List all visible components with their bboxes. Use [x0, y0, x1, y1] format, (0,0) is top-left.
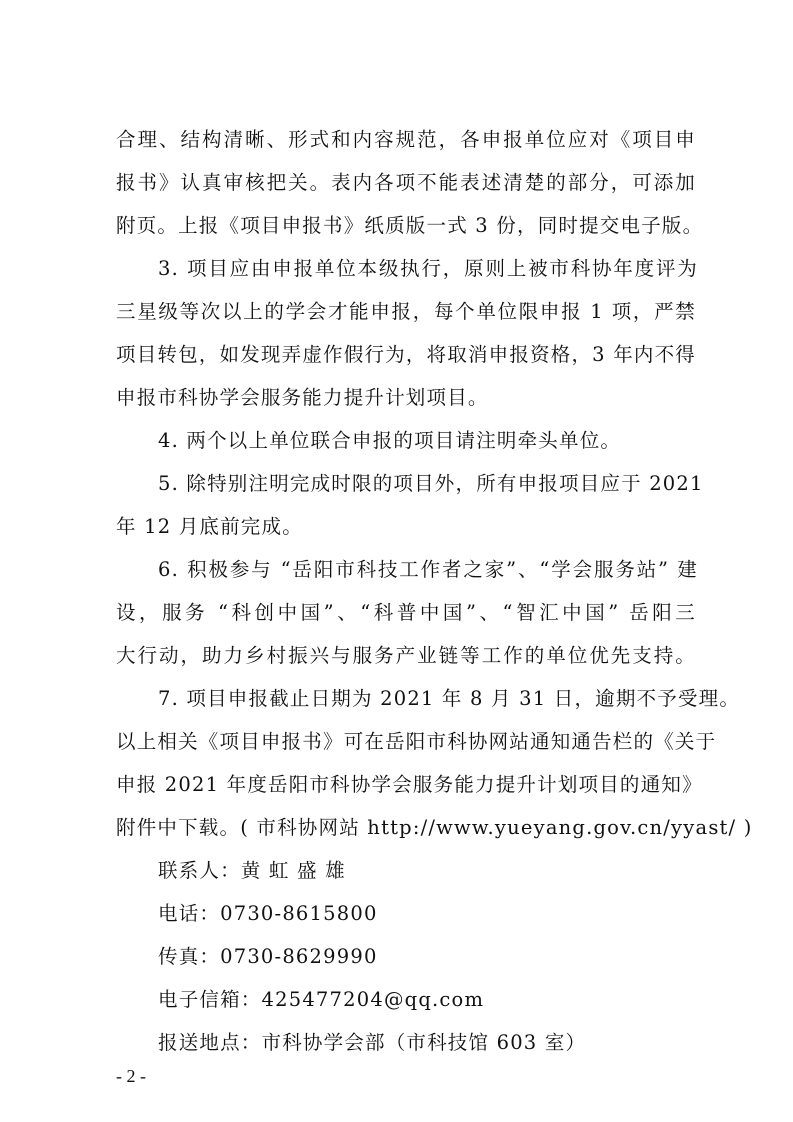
body-line: 申报市科协学会服务能力提升计划项目。: [116, 386, 489, 409]
body-line: 申报 2021 年度岳阳市科协学会服务能力提升计划项目的通知》: [116, 773, 703, 796]
body-line: 以上相关《项目申报书》可在岳阳市科协网站通知通告栏的《关于: [116, 730, 717, 753]
contact-phone: 电话：0730-8615800: [158, 902, 378, 925]
body-line: 项目转包，如发现弄虚作假行为，将取消申报资格，3 年内不得: [116, 343, 696, 366]
website-line: 附件中下载。( 市科协网站 http://www.yueyang.gov.cn/yyast/ ): [116, 816, 753, 839]
body-line: 三星级等次以上的学会才能申报，每个单位限申报 1 项，严禁: [116, 300, 696, 323]
item-7-line: 7. 项目申报截止日期为 2021 年 8 月 31 日，逾期不予受理。: [158, 687, 741, 710]
body-line: 报书》认真审核把关。表内各项不能表述清楚的部分，可添加: [116, 171, 696, 194]
item-3-line: 3. 项目应由申报单位本级执行，原则上被市科协年度评为: [158, 257, 698, 280]
body-line: 合理、结构清晰、形式和内容规范，各申报单位应对《项目申: [116, 128, 696, 151]
contact-email: 电子信箱：425477204@qq.com: [158, 988, 485, 1011]
item-6-line: 6. 积极参与 “岳阳市科技工作者之家”、“学会服务站” 建: [158, 558, 698, 581]
item-4-line: 4. 两个以上单位联合申报的项目请注明牵头单位。: [158, 429, 622, 452]
body-line: 设，服务 “科创中国”、“科普中国”、“智汇中国” 岳阳三: [116, 601, 696, 624]
page-number: - 2 -: [116, 1066, 146, 1086]
submission-address: 报送地点：市科协学会部（市科技馆 603 室）: [158, 1031, 587, 1054]
body-line: 年 12 月底前完成。: [116, 515, 303, 538]
contact-fax: 传真：0730-8629990: [158, 945, 378, 968]
item-5-line: 5. 除特别注明完成时限的项目外，所有申报项目应于 2021: [158, 472, 704, 495]
body-line: 附页。上报《项目申报书》纸质版一式 3 份，同时提交电子版。: [116, 214, 704, 237]
contact-person: 联系人：黄 虹 盛 雄: [158, 859, 346, 882]
body-line: 大行动，助力乡村振兴与服务产业链等工作的单位优先支持。: [116, 644, 696, 667]
